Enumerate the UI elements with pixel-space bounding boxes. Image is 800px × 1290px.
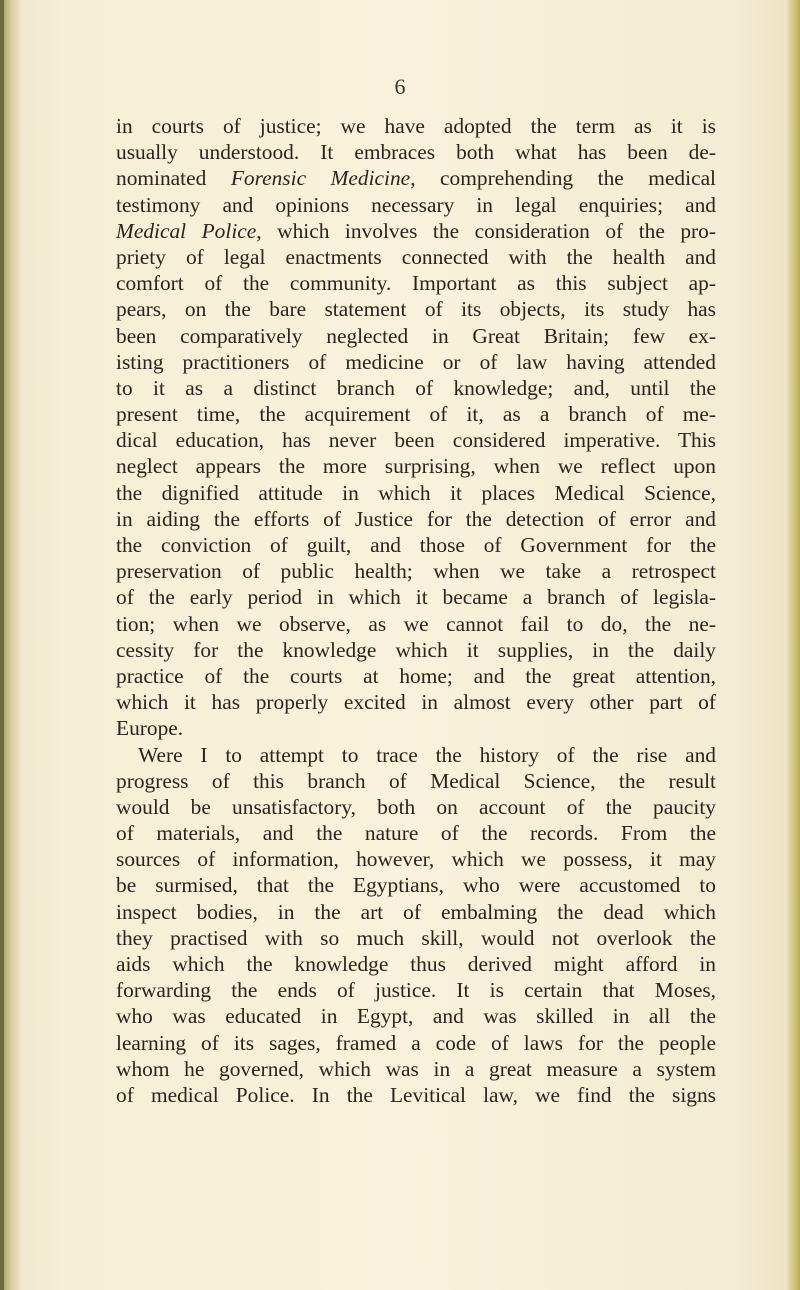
text-segment: dical education, has never been considered imperative. This (116, 428, 716, 453)
text-line (116, 244, 716, 270)
text-line (116, 846, 716, 872)
text-line (116, 375, 716, 401)
text-line (116, 977, 716, 1003)
italic-term: Medical Police (116, 218, 257, 243)
text-line (116, 323, 716, 349)
text-line (116, 689, 716, 715)
text-segment: progress of this branch of Medical Science, the result (116, 768, 716, 793)
text-line (116, 715, 716, 741)
text-segment: sources of information, however, which we possess, it may (116, 847, 716, 872)
text-segment: nominated (116, 166, 231, 191)
text-line (116, 742, 716, 768)
italic-term: Forensic Medicine (230, 166, 411, 191)
text-line (116, 558, 716, 584)
text-segment: Were I to attempt to trace the history of the rise and (138, 742, 716, 767)
text-segment: , which involves the consideration of the pro- (256, 218, 716, 243)
text-line (116, 270, 716, 296)
text-line (116, 637, 716, 663)
text-segment: priety of legal enactments connected with the health and (116, 244, 716, 269)
text-segment: been comparatively neglected in Great Britain; few ex- (116, 323, 716, 348)
text-line (116, 349, 716, 375)
text-segment: to it as a distinct branch of knowledge; and, until the (116, 375, 716, 400)
text-segment: inspect bodies, in the art of embalming the dead which (116, 899, 716, 924)
text-line (116, 218, 716, 244)
text-segment: in courts of justice; we have adopted the term as it is (116, 114, 716, 138)
text-line (116, 453, 716, 479)
text-line (116, 113, 716, 139)
page-edge-right (786, 0, 800, 1290)
text-segment: of materials, and the nature of the records. From the (116, 821, 716, 846)
text-line (116, 951, 716, 977)
text-segment: Europe. (116, 716, 184, 741)
text-segment: whom he governed, which was in a great measure a system (116, 1056, 716, 1081)
text-line (116, 584, 716, 610)
text-line (116, 1056, 716, 1082)
text-segment: comfort of the community. Important as this subject ap- (116, 271, 716, 296)
binding-edge (0, 0, 4, 1290)
text-line (116, 165, 716, 191)
text-line (116, 794, 716, 820)
text-segment: in aiding the efforts of Justice for the detection of error and (116, 506, 716, 531)
body-text (116, 113, 716, 1108)
text-segment: of the early period in which it became a branch of legisla- (116, 585, 716, 610)
text-segment: learning of its sages, framed a code of laws for the people (116, 1030, 716, 1055)
text-line (116, 925, 716, 951)
text-segment: usually understood. It embraces both what has been de- (116, 140, 716, 165)
text-line (116, 139, 716, 165)
text-segment: isting practitioners of medicine or of law having attended (116, 349, 716, 374)
text-line (116, 427, 716, 453)
text-segment: neglect appears the more surprising, when we reflect upon (116, 454, 716, 479)
text-segment: , comprehending the medical (410, 166, 717, 191)
text-segment: tion; when we observe, as we cannot fail to do, the ne- (116, 611, 716, 636)
text-line (116, 663, 716, 689)
text-segment: pears, on the bare statement of its objects, its study has (116, 297, 716, 322)
text-segment: of medical Police. In the Levitical law, we find the signs (116, 1082, 716, 1107)
text-segment: the conviction of guilt, and those of Government for the (116, 533, 716, 557)
text-segment: who was educated in Egypt, and was skilled in all the (116, 1004, 716, 1029)
text-segment: testimony and opinions necessary in legal enquiries; and (116, 192, 716, 217)
text-line (116, 768, 716, 794)
text-segment: would be unsatisfactory, both on account of the paucity (116, 794, 716, 819)
text-segment: which it has properly excited in almost every other part of (116, 690, 716, 715)
text-segment: cessity for the knowledge which it supplies, in the daily (116, 637, 716, 662)
text-line (116, 506, 716, 532)
text-line (116, 1082, 716, 1108)
text-segment: present time, the acquirement of it, as a branch of me- (116, 402, 716, 427)
text-line (116, 820, 716, 846)
text-line (116, 611, 716, 637)
text-segment: aids which the knowledge thus derived might afford in (116, 952, 716, 976)
page-number: 6 (394, 74, 406, 99)
text-line (116, 1003, 716, 1029)
text-line (116, 401, 716, 427)
text-segment: the dignified attitude in which it places Medical Science, (116, 480, 716, 505)
text-line (116, 872, 716, 898)
text-line (116, 1030, 716, 1056)
text-segment: be surmised, that the Egyptians, who were accustomed to (116, 873, 716, 898)
text-segment: forwarding the ends of justice. It is certain that Moses, (116, 978, 716, 1003)
text-line (116, 532, 716, 558)
text-segment: they practised with so much skill, would not overlook the (116, 925, 716, 950)
text-segment: practice of the courts at home; and the great attention, (116, 663, 716, 688)
text-segment: preservation of public health; when we take a retrospect (116, 559, 716, 584)
text-line (116, 192, 716, 218)
text-line (116, 899, 716, 925)
text-line (116, 480, 716, 506)
text-line (116, 296, 716, 322)
